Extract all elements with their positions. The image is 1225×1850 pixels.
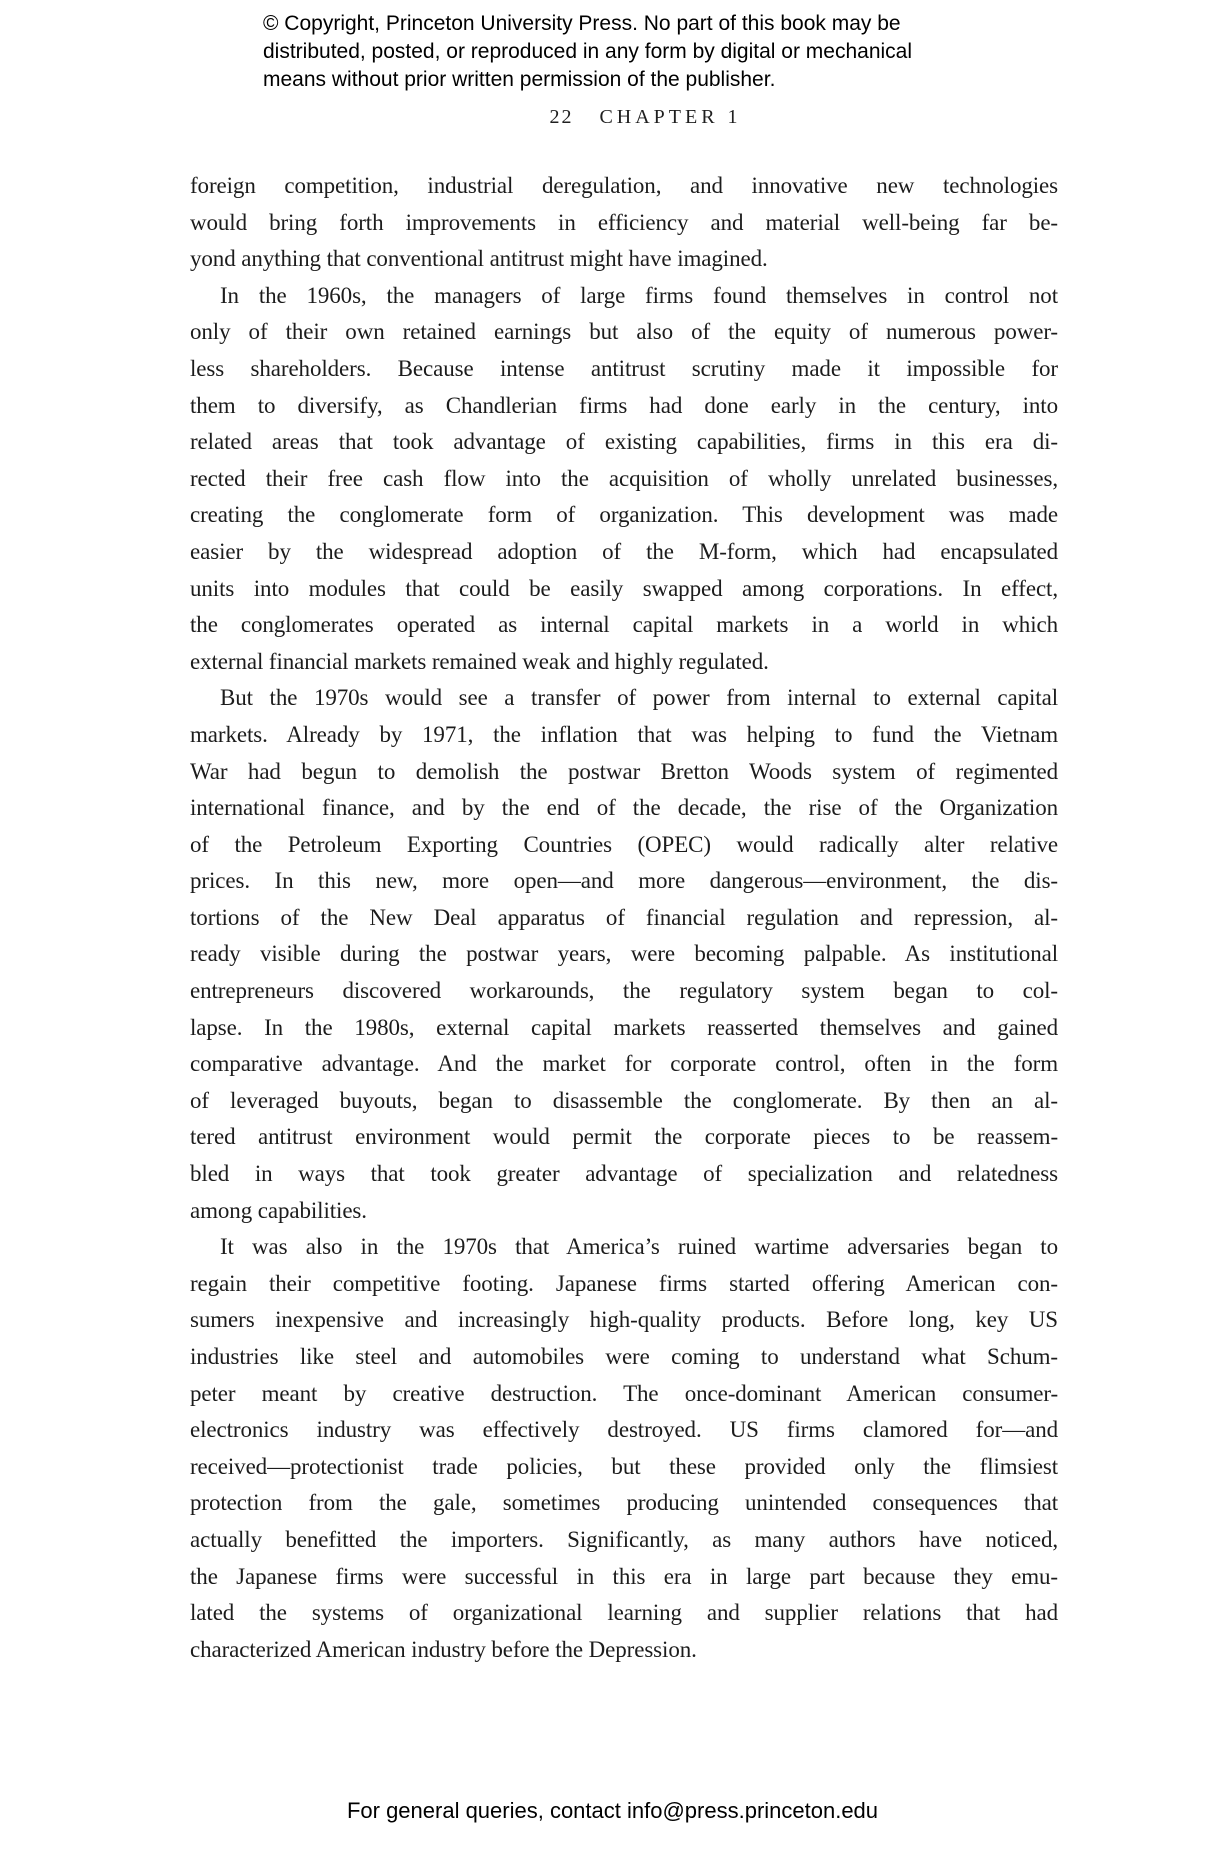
text-line: War had begun to demolish the postwar Bretton Woods system of regimented bbox=[190, 758, 1058, 784]
text-line: tered antitrust environment would permit the corporate pieces to be reassem- bbox=[190, 1124, 1058, 1150]
text-line: entrepreneurs discovered workarounds, the regulatory system began to col- bbox=[190, 978, 1058, 1004]
text-line: actually benefitted the importers. Significantly, as many authors have noticed, bbox=[190, 1526, 1058, 1552]
text-line: units into modules that could be easily swapped among corporations. In effect, bbox=[190, 575, 1058, 601]
text-line: industries like steel and automobiles were coming to understand what Schum- bbox=[190, 1344, 1058, 1369]
text-line: related areas that took advantage of existing capabilities, firms in this era di- bbox=[190, 429, 1058, 455]
text-line: the Japanese firms were successful in this era in large part because they emu- bbox=[190, 1563, 1058, 1589]
text-line: electronics industry was effectively destroyed. US firms clamored for—and bbox=[190, 1417, 1058, 1443]
text-line: the conglomerates operated as internal capital markets in a world in which bbox=[190, 612, 1058, 638]
text-line: lapse. In the 1980s, external capital markets reasserted themselves and gained bbox=[190, 1014, 1058, 1040]
text-line: In the 1960s, the managers of large firms found themselves in control not bbox=[220, 282, 1058, 308]
footer-queries-text: For general queries, contact info@press.princeton.edu bbox=[346, 1798, 879, 1823]
text-line: would bring forth improvements in efficiency and material well-being far be- bbox=[190, 209, 1058, 235]
chapter-label: CHAPTER 1 bbox=[599, 106, 742, 128]
body-text bbox=[190, 168, 1058, 1668]
text-line: them to diversify, as Chandlerian firms had done early in the century, into bbox=[190, 392, 1058, 418]
page-number: 22 bbox=[549, 106, 574, 128]
copyright-notice bbox=[263, 10, 912, 94]
text-line: protection from the gale, sometimes producing unintended consequences that bbox=[190, 1490, 1058, 1516]
text-line: only of their own retained earnings but also of the equity of numerous power- bbox=[190, 319, 1058, 345]
text-line: less shareholders. Because intense antitrust scrutiny made it impossible for bbox=[190, 355, 1058, 381]
text-line: But the 1970s would see a transfer of power from internal to external capital bbox=[220, 685, 1058, 711]
text-line: of leveraged buyouts, began to disassemble the conglomerate. By then an al- bbox=[190, 1087, 1058, 1113]
text-line: among capabilities. bbox=[190, 1197, 367, 1223]
text-line: of the Petroleum Exporting Countries (OPEC) would radically alter relative bbox=[190, 831, 1058, 857]
text-line: yond anything that conventional antitrust might have imagined. bbox=[190, 246, 768, 272]
text-line: bled in ways that took greater advantage of specialization and relatedness bbox=[190, 1161, 1058, 1187]
text-line: markets. Already by 1971, the inflation that was helping to fund the Vietnam bbox=[190, 721, 1058, 747]
text-line: international finance, and by the end of the decade, the rise of the Organization bbox=[190, 795, 1058, 821]
text-line: rected their free cash flow into the acquisition of wholly unrelated businesses, bbox=[190, 465, 1058, 491]
copyright-line: distributed, posted, or reproduced in any form by digital or mechanical bbox=[263, 40, 913, 63]
text-line: foreign competition, industrial deregulation, and innovative new technologies bbox=[190, 173, 1058, 198]
text-line: comparative advantage. And the market for corporate control, often in the form bbox=[190, 1051, 1058, 1077]
copyright-line: © Copyright, Princeton University Press. No part of this book may be bbox=[263, 12, 901, 35]
text-line: creating the conglomerate form of organization. This development was made bbox=[190, 502, 1058, 528]
text-line: It was also in the 1970s that America’s ruined wartime adversaries began to bbox=[220, 1234, 1058, 1260]
text-line: sumers inexpensive and increasingly high-quality products. Before long, key US bbox=[190, 1307, 1058, 1333]
text-line: tortions of the New Deal apparatus of financial regulation and repression, al- bbox=[190, 904, 1058, 930]
text-line: lated the systems of organizational learning and supplier relations that had bbox=[190, 1600, 1058, 1626]
text-line: prices. In this new, more open—and more dangerous—environment, the dis- bbox=[190, 868, 1058, 894]
text-line: easier by the widespread adoption of the M-form, which had encapsulated bbox=[190, 538, 1058, 564]
text-line: characterized American industry before the Depression. bbox=[190, 1636, 697, 1662]
text-line: regain their competitive footing. Japanese firms started offering American con- bbox=[190, 1270, 1058, 1296]
copyright-line: means without prior written permission of the publisher. bbox=[263, 68, 776, 91]
running-head bbox=[0, 104, 1225, 130]
text-line: peter meant by creative destruction. The once-dominant American consumer- bbox=[190, 1380, 1058, 1406]
text-line: external financial markets remained weak and highly regulated. bbox=[190, 648, 769, 674]
text-line: received—protectionist trade policies, but these provided only the flimsiest bbox=[190, 1453, 1058, 1479]
text-line: ready visible during the postwar years, were becoming palpable. As institutional bbox=[190, 941, 1058, 967]
